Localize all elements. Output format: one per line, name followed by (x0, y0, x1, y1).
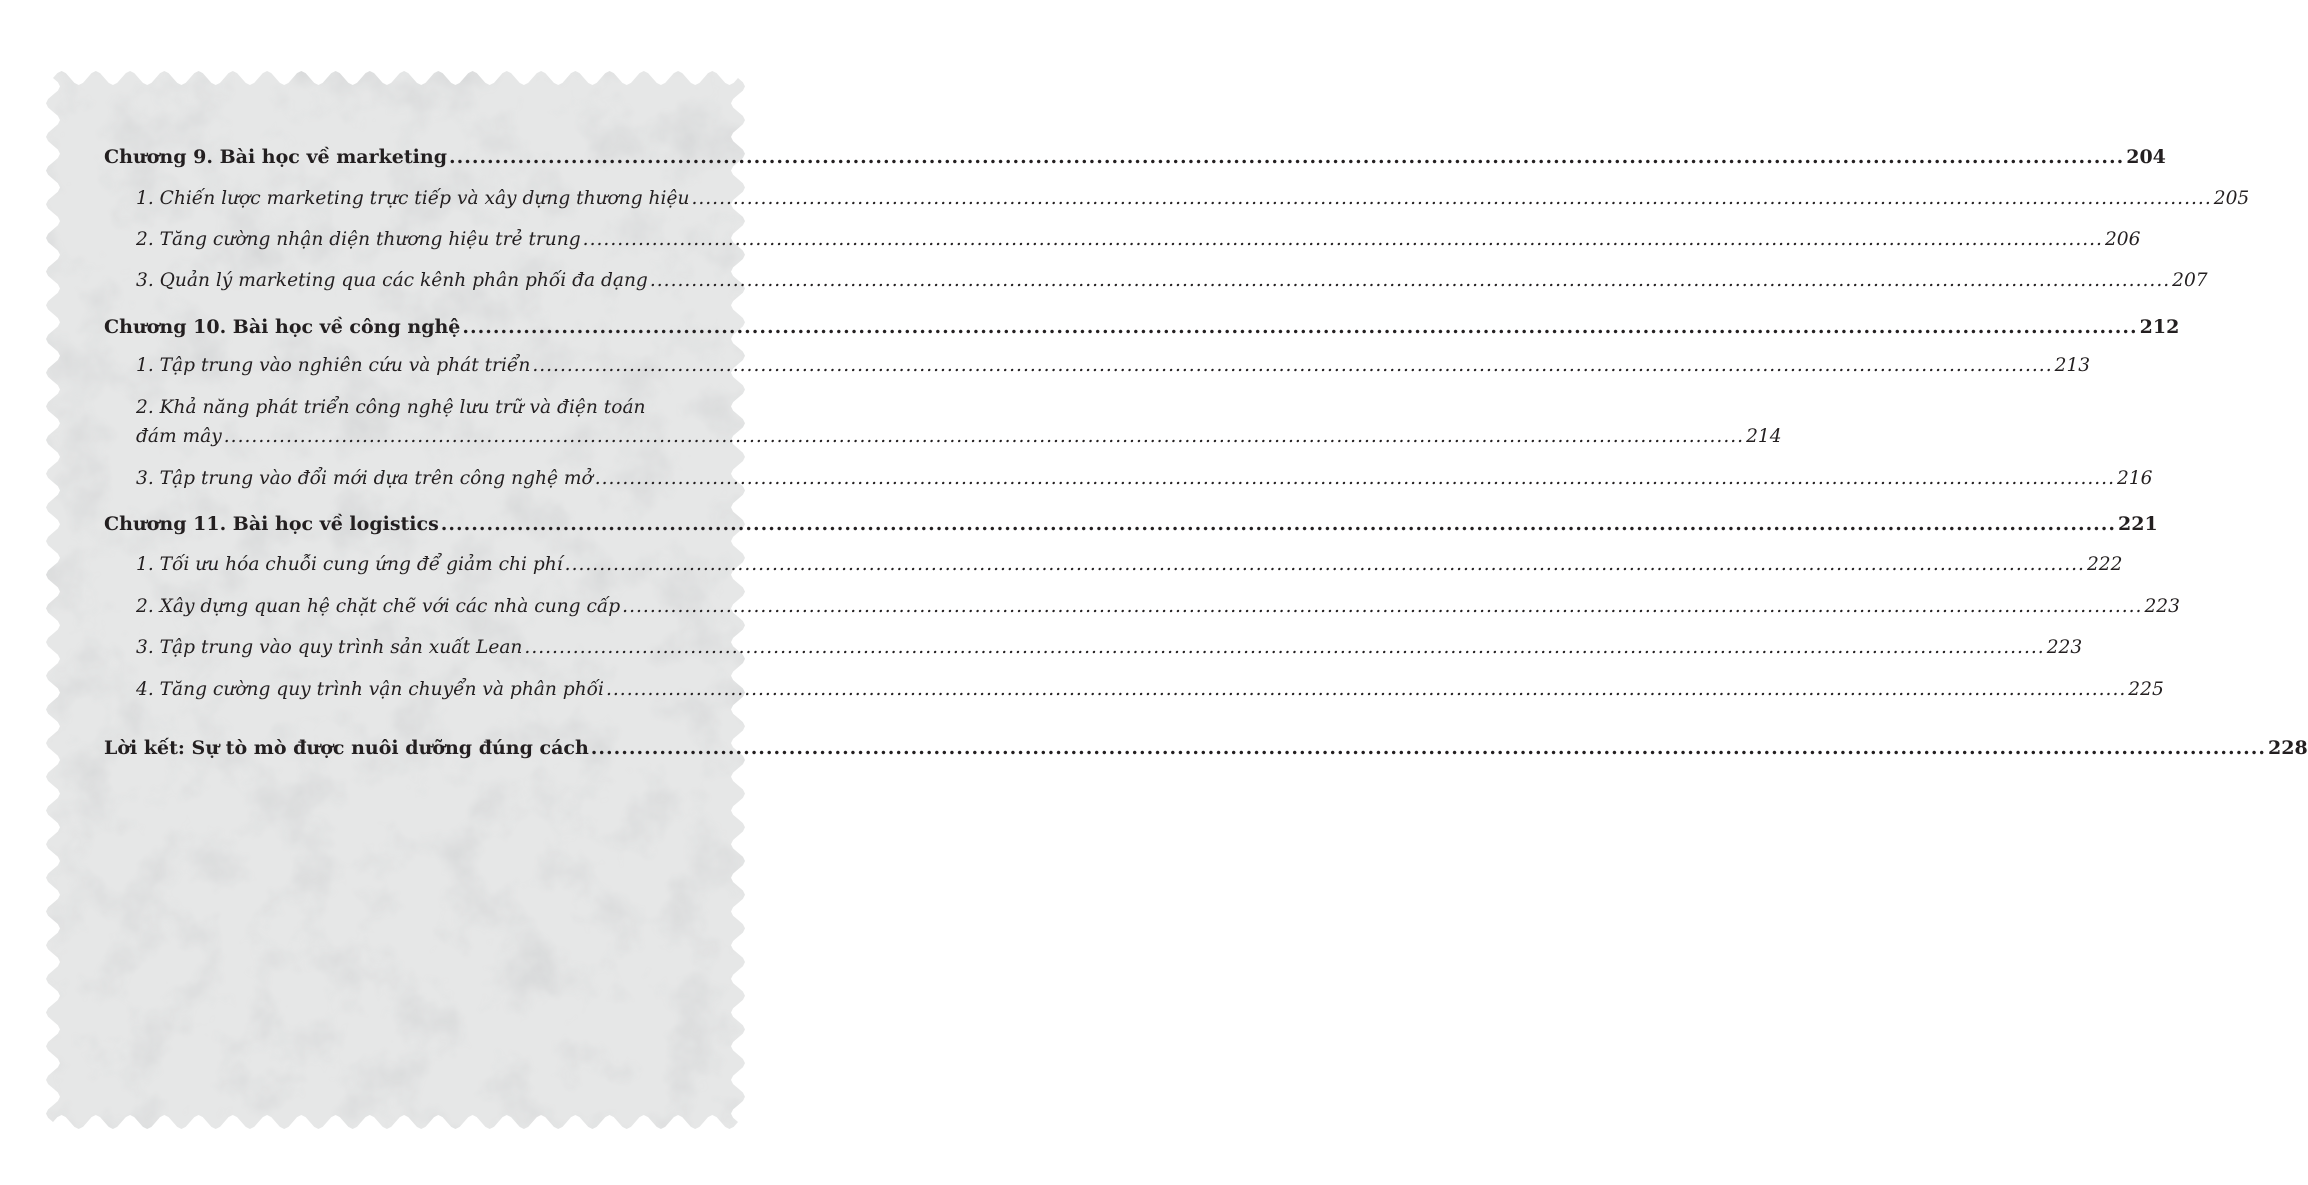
section-title: 2. Tăng cường nhận diện thương hiệu trẻ trung (136, 229, 581, 250)
toc-section[interactable] (136, 592, 2180, 622)
page-number: 204 (2126, 146, 2166, 168)
dot-leader: ............................................................................................................................................................................................................................ (622, 596, 2143, 617)
page-number: 225 (2128, 679, 2164, 700)
dot-leader: ............................................................................................................................................................................................................................ (582, 229, 2103, 250)
page-number: 206 (2104, 229, 2141, 250)
section-title: 4. Tăng cường quy trình vận chuyển và phân phối (136, 679, 604, 700)
page-number: 223 (2144, 596, 2180, 617)
section-title: 2. Xây dựng quan hệ chặt chẽ với các nhà cung cấp (136, 596, 621, 617)
page-number: 214 (1746, 426, 1782, 447)
page-number: 213 (2054, 355, 2091, 376)
toc-section[interactable] (136, 422, 1782, 452)
toc-section[interactable] (136, 675, 2164, 705)
section-title: 1. Tối ưu hóa chuỗi cung ứng để giảm chi phí (136, 554, 563, 575)
page-number: 228 (2268, 737, 2308, 759)
section-title: 1. Chiến lược marketing trực tiếp và xây dựng thương hiệu (136, 188, 690, 209)
toc-closing[interactable] (104, 733, 2308, 763)
toc-section[interactable] (136, 351, 2091, 381)
dot-leader: ............................................................................................................................................................................................................................ (590, 737, 2267, 759)
page-number: 216 (2117, 468, 2153, 489)
dot-leader: ............................................................................................................................................................................................................................ (564, 554, 2085, 575)
toc-section[interactable] (136, 266, 2208, 296)
toc-section[interactable] (136, 633, 2083, 663)
chapter-title: Chương 9. Bài học về marketing (104, 146, 447, 168)
section-title: 3. Tập trung vào đổi mới dựa trên công nghệ mở (136, 468, 593, 489)
section-title: 1. Tập trung vào nghiên cứu và phát triển (136, 355, 531, 376)
chapter-title: Chương 11. Bài học về logistics (104, 513, 439, 535)
page-number: 223 (2046, 637, 2083, 658)
toc-chapter-9[interactable] (104, 142, 2166, 172)
section-title: 3. Quản lý marketing qua các kênh phân phối đa dạng (136, 270, 648, 291)
toc-section[interactable] (136, 225, 2141, 255)
section-title-line-2: đám mây (136, 426, 222, 447)
page-number: 207 (2172, 270, 2208, 291)
toc-chapter-11[interactable] (104, 509, 2158, 539)
toc-chapter-10[interactable] (104, 312, 2180, 342)
page-number: 222 (2086, 554, 2123, 575)
section-title-line-1: 2. Khả năng phát triển công nghệ lưu trữ và điện toán (136, 397, 646, 418)
page-number: 212 (2139, 316, 2180, 338)
dot-leader: ............................................................................................................................................................................................................................ (524, 637, 2045, 658)
toc-section[interactable] (136, 464, 2153, 494)
section-title: 3. Tập trung vào quy trình sản xuất Lean (136, 637, 523, 658)
dot-leader: ............................................................................................................................................................................................................................ (649, 270, 2171, 291)
dot-leader: ............................................................................................................................................................................................................................ (691, 188, 2212, 209)
dot-leader: ............................................................................................................................................................................................................................ (223, 426, 1745, 447)
page-number: 221 (2118, 513, 2158, 535)
dot-leader: ............................................................................................................................................................................................................................ (532, 355, 2053, 376)
dot-leader: ............................................................................................................................................................................................................................ (440, 513, 2117, 535)
chapter-title: Chương 10. Bài học về công nghệ (104, 316, 461, 338)
chapter-title: Lời kết: Sự tò mò được nuôi dưỡng đúng cách (104, 737, 589, 759)
dot-leader: ............................................................................................................................................................................................................................ (448, 146, 2125, 168)
toc-section[interactable] (136, 550, 2123, 580)
dot-leader: ............................................................................................................................................................................................................................ (605, 679, 2127, 700)
toc-section[interactable] (136, 184, 2250, 214)
page-number: 205 (2213, 188, 2250, 209)
dot-leader: ............................................................................................................................................................................................................................ (594, 468, 2115, 489)
dot-leader: ............................................................................................................................................................................................................................ (462, 316, 2138, 338)
